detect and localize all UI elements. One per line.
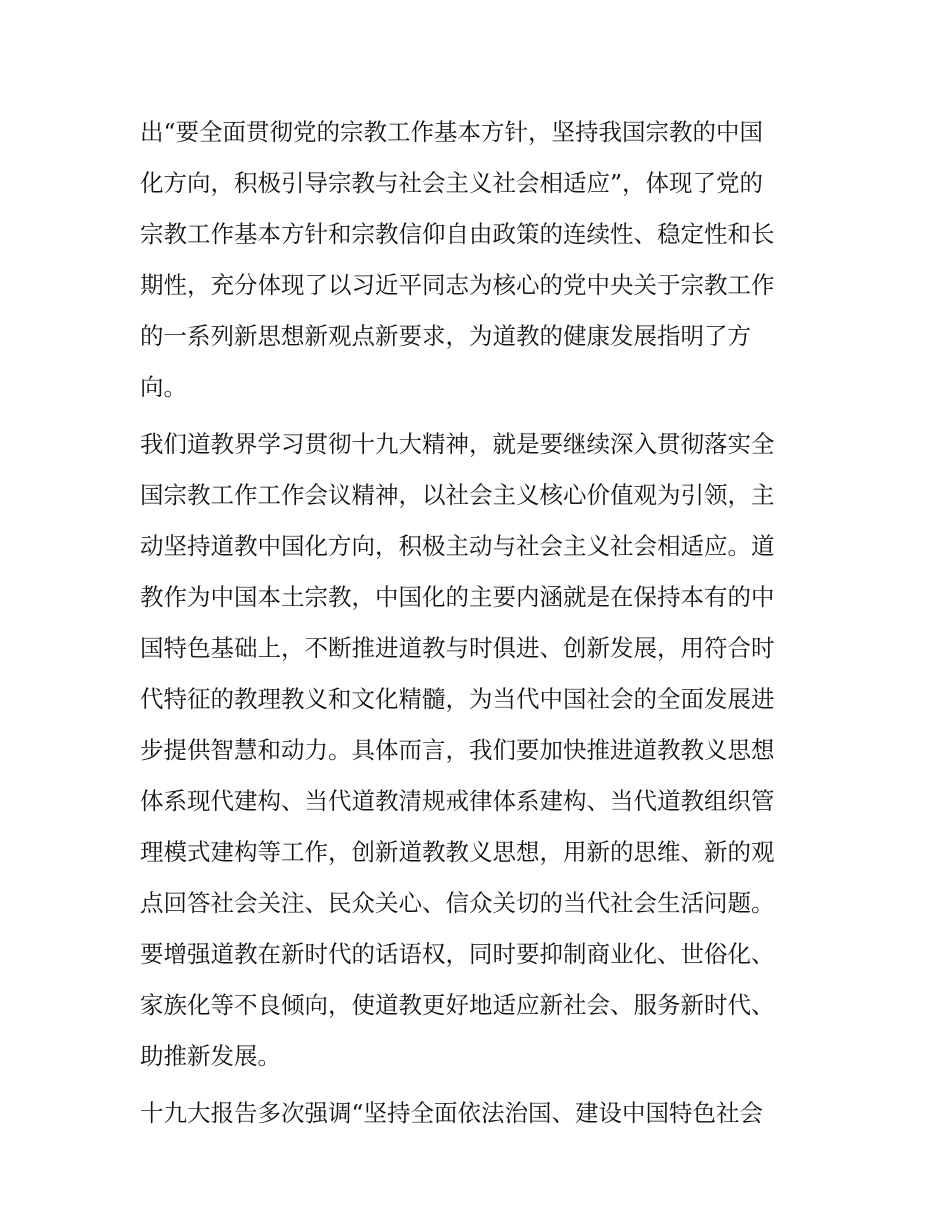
- text-line: 我们道教界学习贯彻十九大精神，就是要继续深入贯彻落实全: [140, 430, 775, 458]
- text-line: 点回答社会关注、民众关心、信众关切的当代社会生活问题。: [140, 889, 775, 917]
- paragraph-2: [140, 419, 820, 1082]
- paragraph-3: [140, 1088, 820, 1139]
- text-line: 步提供智慧和动力。具体而言，我们要加快推进道教教义思想: [140, 736, 775, 764]
- text-line: 宗教工作基本方针和宗教信仰自由政策的连续性、稳定性和长: [140, 220, 775, 248]
- text-line: 国宗教工作工作会议精神，以社会主义核心价值观为引领，主: [140, 481, 775, 509]
- text-line: 十九大报告多次强调“坚持全面依法治国、建设中国特色社会: [140, 1099, 764, 1127]
- text-line: 理模式建构等工作，创新道教教义思想，用新的思维、新的观: [140, 838, 775, 866]
- text-line: 的一系列新思想新观点新要求，为道教的健康发展指明了方: [140, 322, 751, 350]
- text-line: 动坚持道教中国化方向，积极主动与社会主义社会相适应。道: [140, 532, 775, 560]
- text-line: 向。: [140, 373, 187, 401]
- text-line: 家族化等不良倾向，使道教更好地适应新社会、服务新时代、: [140, 991, 775, 1019]
- document-body: [140, 107, 820, 1139]
- text-line: 要增强道教在新时代的话语权，同时要抑制商业化、世俗化、: [140, 940, 775, 968]
- text-line: 化方向，积极引导宗教与社会主义社会相适应”，体现了党的: [140, 169, 764, 197]
- text-line: 出“要全面贯彻党的宗教工作基本方针，坚持我国宗教的中国: [140, 118, 764, 146]
- paragraph-1: [140, 107, 820, 413]
- text-line: 助推新发展。: [140, 1042, 281, 1070]
- text-line: 教作为中国本土宗教，中国化的主要内涵就是在保持本有的中: [140, 583, 775, 611]
- text-line: 体系现代建构、当代道教清规戒律体系建构、当代道教组织管: [140, 787, 775, 815]
- text-line: 国特色基础上，不断推进道教与时俱进、创新发展，用符合时: [140, 634, 775, 662]
- text-line: 代特征的教理教义和文化精髓，为当代中国社会的全面发展进: [140, 685, 775, 713]
- text-line: 期性，充分体现了以习近平同志为核心的党中央关于宗教工作: [140, 271, 775, 299]
